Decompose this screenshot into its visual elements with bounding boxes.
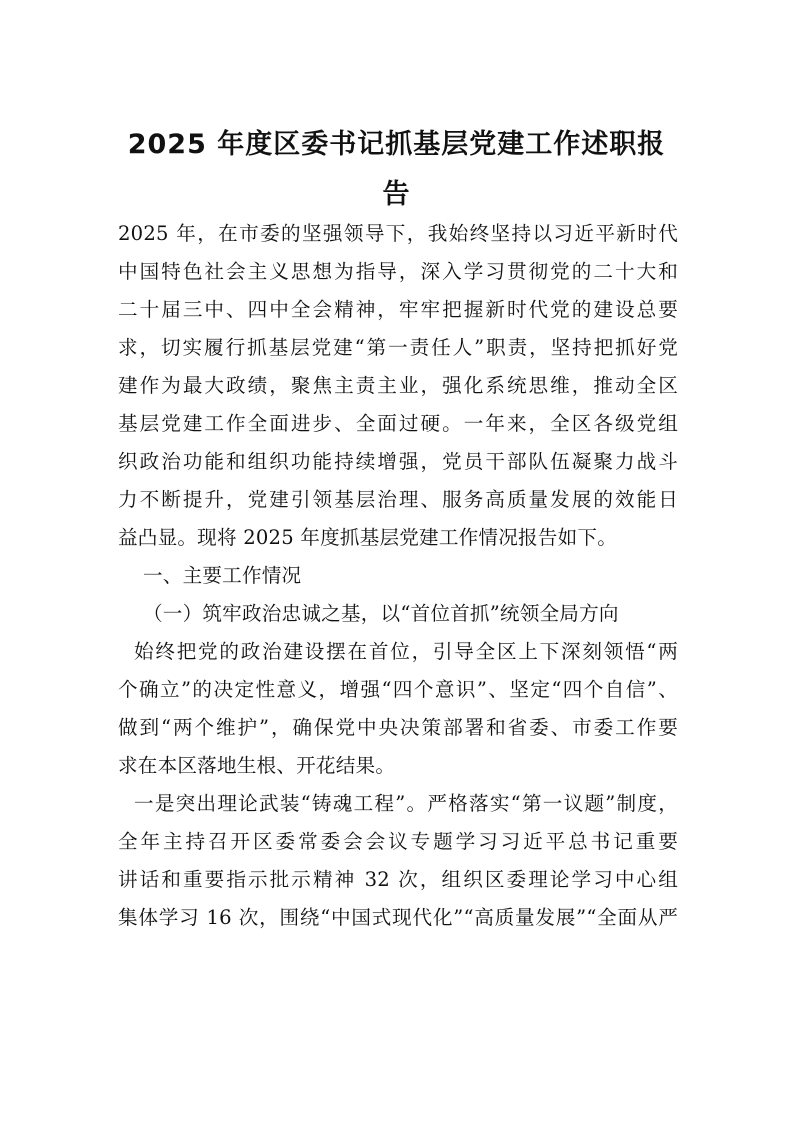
body-line: 力不断提升，党建引领基层治理、服务高质量发展的效能日 <box>118 488 678 511</box>
body-line: 讲话和重要指示批示精神 32 次，组织区委理论学习中心组 <box>118 868 678 891</box>
body-line: 基层党建工作全面进步、全面过硬。一年来，全区各级党组 <box>118 412 678 435</box>
body-line: 全年主持召开区委常委会会议专题学习习近平总书记重要 <box>118 830 678 853</box>
body-line: 建作为最大政绩，聚焦主责主业，强化系统思维，推动全区 <box>118 374 678 397</box>
body-line: 个确立”的决定性意义，增强“四个意识”、坚定“四个自信”、 <box>118 678 678 701</box>
body-line: 求，切实履行抓基层党建“第一责任人”职责，坚持把抓好党 <box>118 336 678 359</box>
body-line: 始终把党的政治建设摆在首位，引导全区上下深刻领悟“两 <box>134 640 678 663</box>
body-line: 一是突出理论武装“铸魂工程”。严格落实“第一议题”制度， <box>134 792 678 815</box>
document-title-line-1: 2025 年度区委书记抓基层党建工作述职报 <box>127 129 666 160</box>
body-line: 织政治功能和组织功能持续增强，党员干部队伍凝聚力战斗 <box>118 450 678 473</box>
body-line: 中国特色社会主义思想为指导，深入学习贯彻党的二十大和 <box>118 260 678 283</box>
body-line: 2025 年，在市委的坚强领导下，我始终坚持以习近平新时代 <box>118 222 678 245</box>
body-line: 做到“两个维护”，确保党中央决策部署和省委、市委工作要 <box>118 716 678 739</box>
subsection-heading: （一）筑牢政治忠诚之基，以“首位首抓”统领全局方向 <box>143 602 619 625</box>
body-line: 益凸显。现将 2025 年度抓基层党建工作情况报告如下。 <box>118 526 617 549</box>
body-line: 求在本区落地生根、开花结果。 <box>118 754 396 777</box>
body-line: 集体学习 16 次，围绕“中国式现代化”“高质量发展”“全面从严 <box>118 906 678 929</box>
document-title-line-2: 告 <box>382 179 411 210</box>
body-line: 二十届三中、四中全会精神，牢牢把握新时代党的建设总要 <box>118 298 678 321</box>
section-heading: 一、主要工作情况 <box>143 564 302 587</box>
